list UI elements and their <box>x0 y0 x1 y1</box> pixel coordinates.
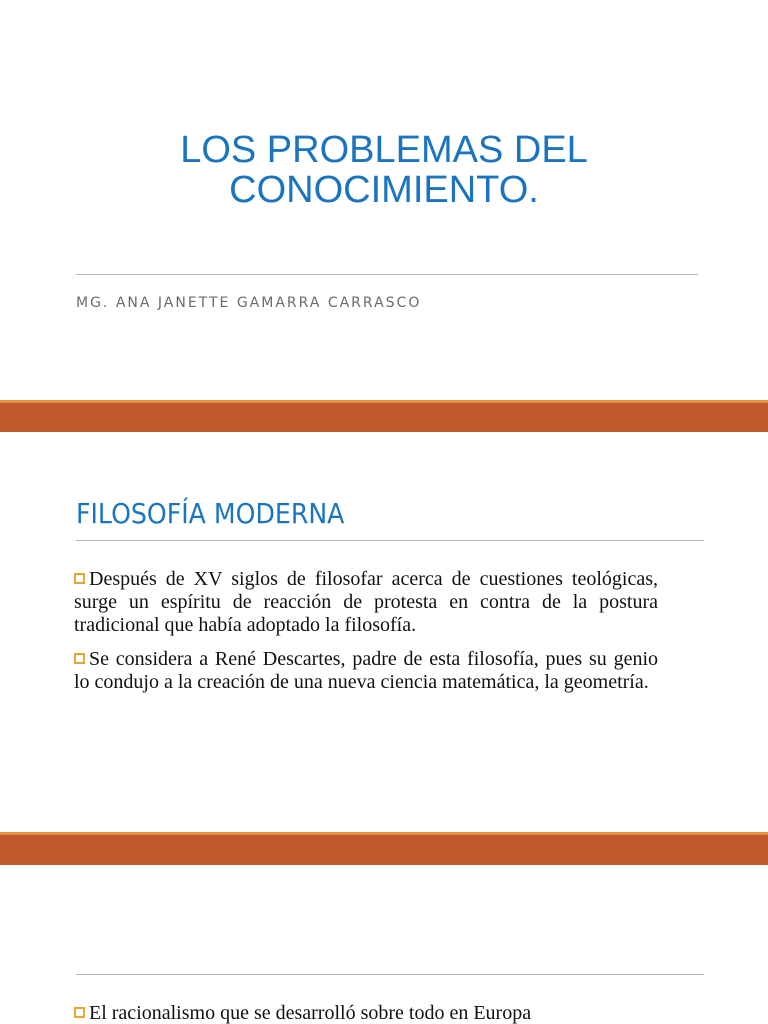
title-line-1: LOS PROBLEMAS DEL <box>180 129 588 171</box>
content-slide-racionalismo <box>0 865 768 1024</box>
list-item <box>74 648 658 694</box>
bullet-list <box>74 1002 658 1024</box>
content-slide-filosofia-moderna <box>0 432 768 832</box>
title-line-2: CONOCIMIENTO. <box>229 169 539 211</box>
list-item <box>74 568 658 637</box>
author-subtitle: MG. ANA JANETTE GAMARRA CARRASCO <box>76 295 422 311</box>
slide-divider-band <box>0 832 768 865</box>
section-heading: FILOSOFÍA MODERNA <box>76 497 345 530</box>
slide-divider-band <box>0 400 768 432</box>
presentation-title <box>80 130 688 210</box>
bullet-text: Después de XV siglos de filosofar acerca de cuestiones teológicas, surge un espíritu de reacción de protesta en contra de la postura tradicional que había adoptado la filosofía. <box>74 568 658 636</box>
bullet-text: El racionalismo que se desarrolló sobre todo en Europa <box>89 1002 532 1024</box>
hollow-square-bullet-icon <box>74 653 85 664</box>
hollow-square-bullet-icon <box>74 573 85 584</box>
list-item <box>74 1002 658 1024</box>
bullet-text: Se considera a René Descartes, padre de esta filosofía, pues su genio lo condujo a la creación de una nueva ciencia matemática, la geometría. <box>74 648 658 693</box>
hollow-square-bullet-icon <box>74 1007 85 1018</box>
title-separator-line <box>76 274 698 275</box>
heading-separator-line <box>76 974 704 975</box>
bullet-list <box>74 568 658 705</box>
title-slide <box>0 0 768 400</box>
heading-separator-line <box>76 540 704 541</box>
